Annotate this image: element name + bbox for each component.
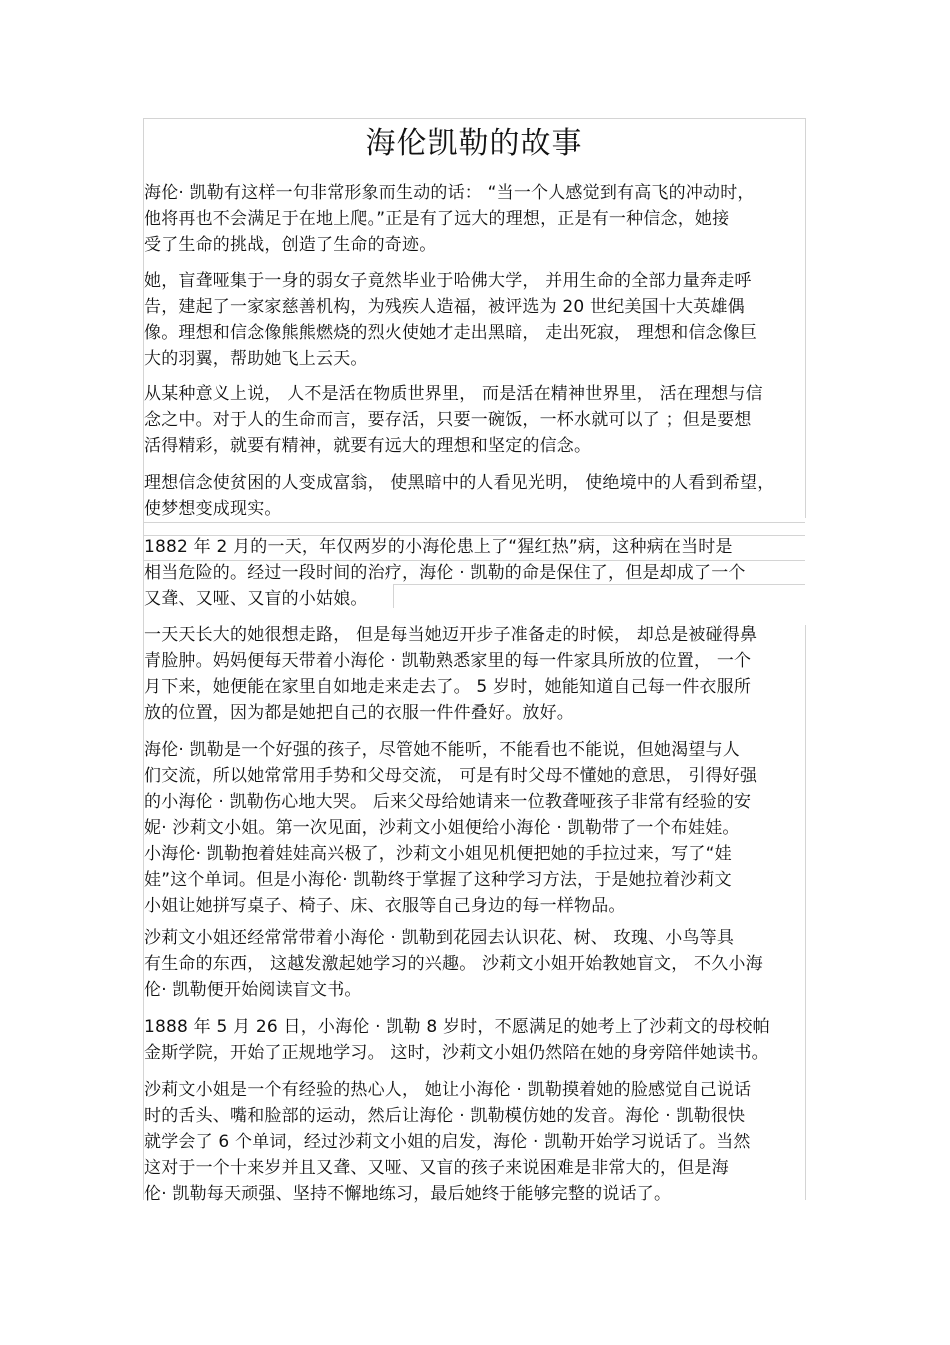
paragraph-6 [144,622,757,726]
paragraph-line: 从某种意义上说， 人不是活在物质世界里， 而是活在精神世界里， 活在理想与信 [144,384,763,404]
paragraph-line: 1882 年 2 月的一天，年仅两岁的小海伦患上了“猩红热”病，这种病在当时是 [144,537,733,557]
paragraph-7 [144,737,757,919]
paragraph-line: 青脸肿。妈妈便每天带着小海伦 · 凯勒熟悉家里的每一件家具所放的位置， 一个 [144,651,752,671]
paragraph-line: 就学会了 6 个单词，经过沙莉文小姐的启发，海伦 · 凯勒开始学习说话了。当然 [144,1132,751,1152]
paragraph-line: 1888 年 5 月 26 日，小海伦 · 凯勒 8 岁时，不愿满足的她考上了沙莉文的母校帕 [144,1017,770,1037]
paragraph-line: 告，建起了一家家慈善机构，为残疾人造福，被评选为 20 世纪美国十大英雄偶 [144,297,745,317]
paragraph-line: 们交流，所以她常常用手势和父母交流， 可是有时父母不懂她的意思， 引得好强 [144,766,758,786]
frame-top-border [143,118,805,119]
paragraph-line: 活得精彩，就要有精神，就要有远大的理想和坚定的信念。 [144,436,592,456]
paragraph-line: 时的舌头、嘴和脸部的运动，然后让海伦 · 凯勒模仿她的发音。海伦 · 凯勒很快 [144,1106,746,1126]
paragraph-5 [144,534,746,612]
paragraph-line: 使梦想变成现实。 [144,499,282,519]
paragraph-line: 小姐让她拼写桌子、椅子、床、衣服等自己身边的每一样物品。 [144,896,626,916]
page-title: 海伦凯勒的故事 [365,126,583,161]
paragraph-line: 相当危险的。经过一段时间的治疗，海伦 · 凯勒的命是保住了，但是却成了一个 [144,563,746,583]
paragraph-line: 海伦· 凯勒是一个好强的孩子，尽管她不能听，不能看也不能说，但她渴望与人 [144,740,741,760]
paragraph-line: 受了生命的挑战，创造了生命的奇迹。 [144,235,437,255]
paragraph-line: 又聋、又哑、又盲的小姑娘。 [144,589,368,609]
paragraph-line: 放的位置，因为都是她把自己的衣服一件件叠好。放好。 [144,703,574,723]
paragraph-line: 伦· 凯勒每天顽强、坚持不懈地练习，最后她终于能够完整的说话了。 [144,1184,672,1204]
paragraph-line: 有生命的东西， 这越发激起她学习的兴趣。 沙莉文小姐开始教她盲文， 不久小海 [144,954,763,974]
paragraph-8 [144,925,763,1003]
paragraph-line: 像。理想和信念像熊熊燃烧的烈火使她才走出黑暗， 走出死寂， 理想和信念像巨 [144,323,758,343]
paragraph-10 [144,1077,751,1207]
paragraph-line: 她，盲聋哑集于一身的弱女子竟然毕业于哈佛大学， 并用生命的全部力量奔走呼 [144,271,752,291]
paragraph-9 [144,1014,770,1066]
frame-divider-1 [143,522,805,523]
paragraph-4 [144,470,774,522]
paragraph-line: 这对于一个十来岁并且又聋、又哑、又盲的孩子来说困难是非常大的，但是海 [144,1158,729,1178]
paragraph-line: 小海伦· 凯勒抱着娃娃高兴极了，沙莉文小姐见机便把她的手拉过来，写了“娃 [144,844,732,864]
paragraph-line: 一天天长大的她很想走路， 但是每当她迈开步子准备走的时候， 却总是被碰得鼻 [144,625,758,645]
paragraph-2 [144,268,757,372]
paragraph-line: 他将再也不会满足于在地上爬。”正是有了远大的理想，正是有一种信念，她接 [144,209,730,229]
paragraph-line: 月下来，她便能在家里自如地走来走去了。 5 岁时，她能知道自己每一件衣服所 [144,677,752,697]
paragraph-line: 大的羽翼，帮助她飞上云天。 [144,349,368,369]
paragraph-line: 伦· 凯勒便开始阅读盲文书。 [144,980,362,1000]
paragraph-line: 金斯学院，开始了正规地学习。 这时，沙莉文小姐仍然陪在她的身旁陪伴她读书。 [144,1043,769,1063]
frame-right-border [805,118,806,518]
paragraph-line: 的小海伦 · 凯勒伤心地大哭。 后来父母给她请来一位教聋哑孩子非常有经验的安 [144,792,752,812]
paragraph-line: 娃”这个单词。但是小海伦· 凯勒终于掌握了这种学习方法，于是她拉着沙莉文 [144,870,732,890]
paragraph-3 [144,381,763,459]
paragraph-line: 沙莉文小姐还经常常带着小海伦 · 凯勒到花园去认识花、树、 玫瑰、小鸟等具 [144,928,735,948]
paragraph-line: 沙莉文小姐是一个有经验的热心人， 她让小海伦 · 凯勒摸着她的脸感觉自己说话 [144,1080,752,1100]
paragraph-1 [144,180,755,258]
frame-right-border-lower [805,625,806,1200]
paragraph-line: 理想信念使贫困的人变成富翁， 使黑暗中的人看见光明， 使绝境中的人看到希望， [144,473,775,493]
paragraph-line: 妮· 沙莉文小姐。第一次见面，沙莉文小姐便给小海伦 · 凯勒带了一个布娃娃。 [144,818,740,838]
paragraph-line: 念之中。对于人的生命而言，要存活，只要一碗饭，一杯水就可以了 ；但是要想 [144,410,752,430]
paragraph-line: 海伦· 凯勒有这样一句非常形象而生动的话： “当一个人感觉到有高飞的冲动时， [144,183,755,203]
